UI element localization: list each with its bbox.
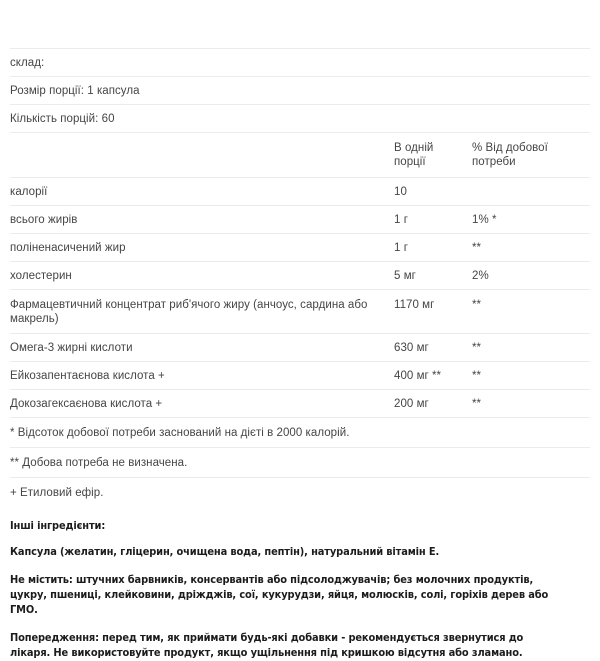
cell-daily-value: ** [472, 299, 482, 311]
supplement-facts-table [10, 48, 590, 507]
table-row [10, 334, 590, 362]
table-row-servings-per-container [10, 105, 590, 133]
cell-label: Кількість порцій: 60 [10, 113, 115, 125]
cell-daily-value: 2% [472, 270, 489, 282]
cell-amount [394, 77, 472, 105]
cell-daily-value: ** [472, 398, 482, 410]
cell-amount: 1 г [394, 214, 408, 226]
cell-label: склад: [10, 57, 45, 69]
column-header-amount-per-serving [394, 133, 472, 178]
table-row-serving-size [10, 77, 590, 105]
cell-amount [394, 49, 472, 77]
table-body [10, 49, 590, 508]
column-header-amount-text: В одній порції [394, 142, 434, 168]
capsule-ingredients-text: Капсула (желатин, гліцерин, очищена вода, пептін), натуральний вітамін Е. [10, 546, 440, 558]
cell-label: Ейкозапентаєнова кислота + [10, 370, 165, 382]
footnote-daily-value-undetermined: ** Добова потреба не визначена. [10, 457, 188, 469]
cell-daily-value [472, 77, 590, 105]
other-ingredients-heading: Інші інгредієнти: [10, 520, 106, 532]
cell-amount: 1 г [394, 242, 408, 254]
cell-daily-value [472, 178, 590, 206]
cell-amount: 200 мг [394, 398, 429, 410]
cell-daily-value [472, 105, 590, 133]
column-header-daily-value [472, 133, 590, 178]
footnote-daily-value-basis: * Відсоток добової потреби заснований на дієті в 2000 калорій. [10, 427, 350, 439]
cell-label: поліненасичений жир [10, 242, 126, 254]
table-row [10, 290, 590, 334]
cell-amount: 5 мг [394, 270, 416, 282]
cell-label: Докозагексаєнова кислота + [10, 398, 163, 410]
supplement-facts-page [0, 48, 600, 659]
cell-daily-value: 1% * [472, 214, 497, 226]
table-row [10, 206, 590, 234]
column-header-daily-value-text: % Від добової потреби [472, 142, 548, 168]
table-footnote-row [10, 448, 590, 478]
footnote-ethyl-ester: + Етиловий ефір. [10, 487, 104, 499]
cell-amount: 400 мг ** [394, 370, 442, 382]
cell-label: Фармацевтичний концентрат риб'ячого жиру (анчоус, сардина або макрель) [10, 299, 368, 325]
table-footnote-row [10, 478, 590, 508]
cell-daily-value: ** [472, 342, 482, 354]
table-footnote-row [10, 418, 590, 448]
cell-label: холестерин [10, 270, 72, 282]
cell-amount: 630 мг [394, 342, 429, 354]
table-row [10, 390, 590, 418]
cell-amount: 10 [394, 186, 407, 198]
cell-amount [394, 105, 472, 133]
cell-amount: 1170 мг [394, 299, 435, 311]
cell-daily-value [472, 49, 590, 77]
cell-daily-value: ** [472, 242, 482, 254]
table-row [10, 362, 590, 390]
warning-text: Попередження: перед тим, як приймати будь-які добавки - рекомендується звернутися до лікаря. Не використовуйте продукт, якщо ущільнення під кришкою відсутня або зламано. [10, 632, 524, 659]
cell-label: Омега-3 жирні кислоти [10, 342, 133, 354]
cell-label: всього жирів [10, 214, 78, 226]
free-from-allergens-text: Не містить: штучних барвників, консервантів або підсолоджувачів; без молочних продуктів, цукру, пшениці, клейковини, дріжджів, сої, кукурудзи, яйця, молюсків, солі, горіхів дерев або ГМО. [10, 574, 549, 616]
other-ingredients-section [10, 519, 590, 661]
table-header-row [10, 133, 590, 178]
cell-daily-value: ** [472, 370, 482, 382]
table-row [10, 262, 590, 290]
cell-label: калорії [10, 186, 48, 198]
table-row [10, 178, 590, 206]
column-header-nutrient [10, 133, 394, 178]
table-row-ingredients-label [10, 49, 590, 77]
cell-label: Розмір порції: 1 капсула [10, 85, 140, 97]
table-row [10, 234, 590, 262]
